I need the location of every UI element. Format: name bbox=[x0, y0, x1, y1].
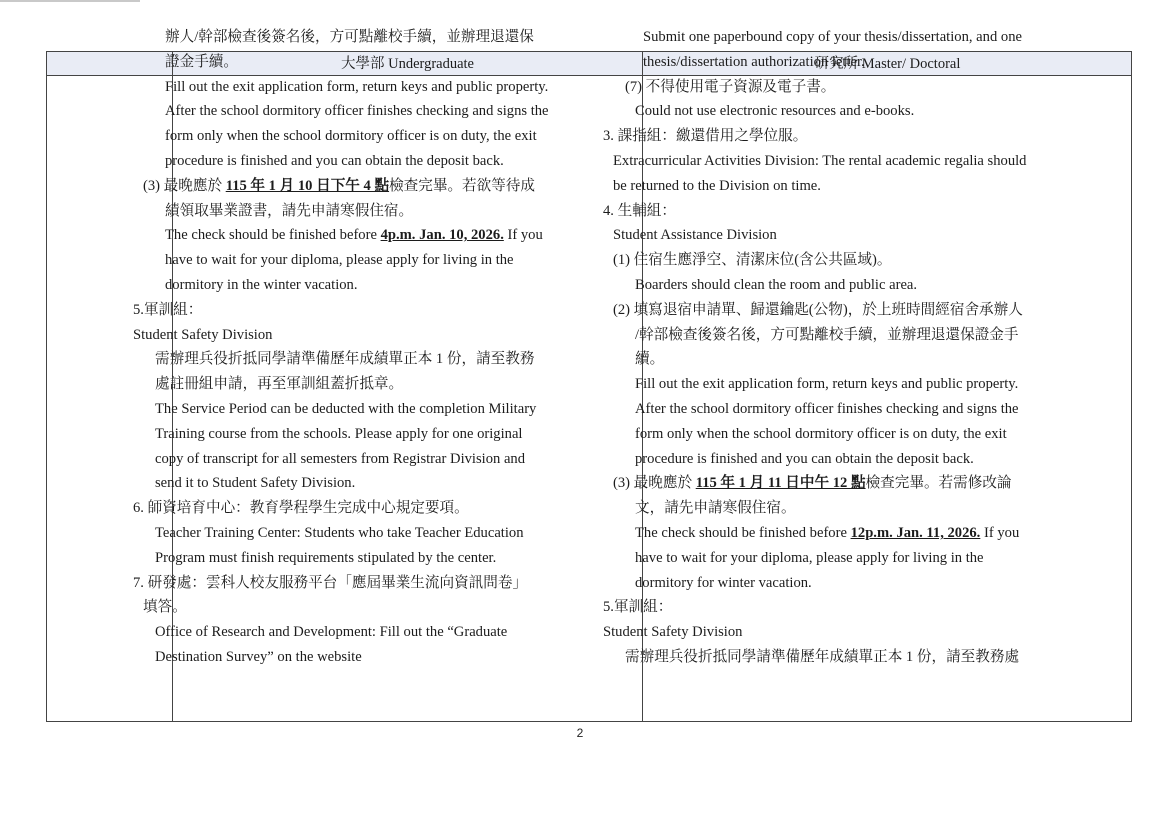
text-line: Submit one paperbound copy of your thesis/dissertation, and one bbox=[643, 29, 1022, 45]
text-segment: If you bbox=[980, 524, 1020, 541]
header-undergraduate: 大學部 Undergraduate bbox=[340, 56, 474, 72]
section-heading-en: Student Assistance Division bbox=[613, 227, 777, 244]
section-heading: 5.軍訓組： bbox=[603, 599, 673, 616]
deadline-date: 115 年 1 月 11 日中午 12 點 bbox=[695, 475, 866, 492]
text-line: 續。 bbox=[635, 351, 665, 368]
text-line: thesis/dissertation authorization letter. bbox=[643, 53, 865, 70]
text-line: After the school dormitory officer finishes checking and signs the bbox=[165, 103, 549, 120]
deadline-line-en bbox=[603, 521, 1081, 546]
deadline-line bbox=[603, 471, 1081, 496]
text-line: copy of transcript for all semesters from Registrar Division and bbox=[155, 450, 526, 467]
text-line: /幹部檢查後簽名後，方可點離校手續，並辦理退還保證金手 bbox=[635, 326, 1019, 343]
deadline-date-en: 4p.m. Jan. 10, 2026. bbox=[380, 227, 504, 244]
text-line: 需辦理兵役折抵同學請準備歷年成績單正本 1 份，請至教務 bbox=[155, 351, 535, 368]
page-number: 2 bbox=[576, 726, 584, 740]
text-segment: (3) 最晚應於 bbox=[143, 177, 226, 194]
text-segment: If you bbox=[503, 227, 543, 244]
text-line: dormitory for winter vacation. bbox=[635, 574, 812, 591]
text-line: 績領取畢業證書，請先申請寒假住宿。 bbox=[165, 202, 414, 219]
list-item: (1) 住宿生應淨空、清潔床位(含公共區域)。 bbox=[613, 252, 892, 269]
text-line: procedure is finished and you can obtain the deposit back. bbox=[165, 152, 504, 169]
text-line: 填答。 bbox=[143, 599, 187, 616]
text-segment: The check should be finished before bbox=[635, 524, 851, 541]
text-segment: The check should be finished before bbox=[165, 227, 381, 244]
text-line: Teacher Training Center: Students who take Teacher Education bbox=[155, 524, 524, 541]
text-line: have to wait for your diploma, please apply for living in the bbox=[635, 549, 984, 566]
text-line: Extracurricular Activities Division: The rental academic regalia should bbox=[613, 152, 1027, 169]
section-heading-en: Student Safety Division bbox=[133, 326, 273, 343]
text-line: form only when the school dormitory officer is on duty, the exit bbox=[165, 128, 537, 145]
deadline-date-en: 12p.m. Jan. 11, 2026. bbox=[850, 524, 981, 541]
text-line: 證金手續。 bbox=[165, 53, 238, 70]
text-line: After the school dormitory officer finishes checking and signs the bbox=[635, 400, 1019, 417]
section-heading: 4. 生輔組： bbox=[603, 202, 676, 219]
text-line: Could not use electronic resources and e-books. bbox=[635, 103, 915, 120]
text-line: Office of Research and Development: Fill out the “Graduate bbox=[155, 624, 508, 641]
list-item: (2) 填寫退宿申請單、歸還鑰匙(公物)，於上班時間經宿舍承辦人 bbox=[613, 301, 1023, 318]
text-line: send it to Student Safety Division. bbox=[155, 475, 356, 492]
text-segment: 檢查完畢。若欲等待成 bbox=[389, 177, 536, 194]
graduate-column bbox=[603, 25, 1081, 670]
text-line: procedure is finished and you can obtain the deposit back. bbox=[635, 450, 974, 467]
text-line: 需辦理兵役折抵同學請準備歷年成績單正本 1 份，請至教務處 bbox=[625, 648, 1020, 665]
deadline-date: 115 年 1 月 10 日下午 4 點 bbox=[225, 177, 390, 194]
text-line: dormitory in the winter vacation. bbox=[165, 276, 358, 293]
text-line: Destination Survey” on the website bbox=[155, 648, 362, 665]
text-segment: 檢查完畢。若需修改論 bbox=[865, 475, 1012, 492]
section-heading: 6. 師資培育中心：教育學程學生完成中心規定要項。 bbox=[133, 500, 469, 517]
text-line: Fill out the exit application form, return keys and public property. bbox=[165, 78, 549, 95]
text-line: 處註冊組申請，再至軍訓組蓋折抵章。 bbox=[155, 376, 404, 393]
text-line: 辦人/幹部檢查後簽名後，方可點離校手續，並辦理退還保 bbox=[165, 29, 534, 45]
section-heading: 3. 課指組：繳還借用之學位服。 bbox=[603, 128, 808, 145]
text-line: have to wait for your diploma, please apply for living in the bbox=[165, 252, 514, 269]
deadline-line-en bbox=[133, 223, 591, 248]
text-segment: (3) 最晚應於 bbox=[613, 475, 696, 492]
section-heading-en: Student Safety Division bbox=[603, 624, 743, 641]
text-line: Fill out the exit application form, return keys and public property. bbox=[635, 376, 1019, 393]
list-item: (7) 不得使用電子資源及電子書。 bbox=[625, 78, 836, 95]
deadline-line bbox=[133, 174, 591, 199]
text-line: 文，請先申請寒假住宿。 bbox=[635, 500, 796, 517]
text-line: Program must finish requirements stipulated by the center. bbox=[155, 549, 497, 566]
scan-edge-mark bbox=[0, 0, 140, 2]
text-line: Boarders should clean the room and public area. bbox=[635, 276, 918, 293]
section-heading: 5.軍訓組： bbox=[133, 301, 203, 318]
text-line: be returned to the Division on time. bbox=[613, 177, 821, 194]
undergraduate-column bbox=[133, 25, 591, 670]
text-line: form only when the school dormitory officer is on duty, the exit bbox=[635, 425, 1007, 442]
header-graduate: 研究所 Master/ Doctoral bbox=[814, 56, 961, 72]
text-line: Training course from the schools. Please apply for one original bbox=[155, 425, 523, 442]
text-line: The Service Period can be deducted with the completion Military bbox=[155, 400, 537, 417]
section-heading: 7. 研發處：雲科人校友服務平台「應屆畢業生流向資訊問卷」 bbox=[133, 574, 528, 591]
